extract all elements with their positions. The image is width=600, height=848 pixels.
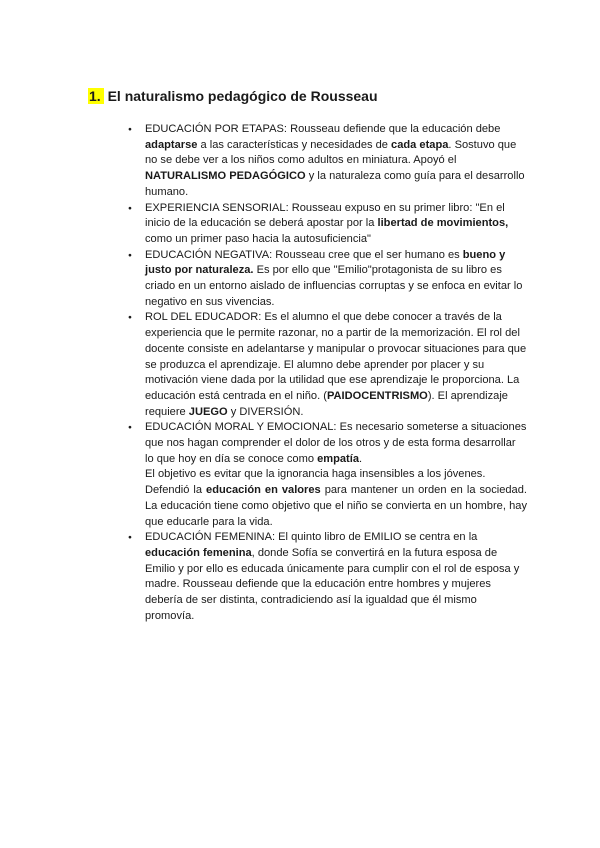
list-item-moral: ● EDUCACIÓN MORAL Y EMOCIONAL: Es necesario someterse a situaciones que nos hagan comprender el dolor de los otros y de esta forma desarrollar lo que hoy en día se conoce como empatía. El objetivo es evitar que la ignorancia haga insensibles a los jóvenes. Defendió la educación en valores para mantener un orden en la sociedad. La educación tiene como objetivo que el niño se convierta en un hombre, hay que educarle para la vida. xyxy=(145,420,527,530)
item-label: EDUCACIÓN MORAL Y EMOCIONAL: xyxy=(145,421,337,434)
list-item-etapas: ● EDUCACIÓN POR ETAPAS: Rousseau defiende que la educación debe adaptarse a las características y necesidades de cada etapa. Sostuvo que no se debe ver a los niños como adultos en miniatura. Apoyó el NATURALISMO PEDAGÓGICO y la naturaleza como guía para el desarrollo humano. xyxy=(145,122,527,201)
bold-term: libertad de movimientos, xyxy=(377,217,509,230)
list-item-educador: ● ROL DEL EDUCADOR: Es el alumno el que debe conocer a través de la experiencia que le permite razonar, no a partir de la memorización. El rol del docente consiste en adelantarse y manipular o provocar situaciones para que se produzca el aprendizaje. El alumno debe aprender por placer y su motivación viene dada por la utilidad que ese aprendizaje le proporciona. La educación está centrada en el niño. (PAIDOCENTRISMO). El aprendizaje requiere JUEGO y DIVERSIÓN. xyxy=(145,310,527,420)
item-label: EXPERIENCIA SENSORIAL: xyxy=(145,201,289,214)
bold-term: educación en valores xyxy=(206,484,321,497)
item-label: EDUCACIÓN NEGATIVA: xyxy=(145,248,273,261)
bold-term: adaptarse xyxy=(145,138,198,151)
bold-term: JUEGO xyxy=(188,405,228,418)
item-paragraph: El objetivo es evitar que la ignorancia haga insensibles a los jóvenes. xyxy=(145,468,486,481)
bullet-list xyxy=(145,122,527,625)
bold-term: NATURALISMO PEDAGÓGICO xyxy=(145,170,306,183)
list-item-sensorial: ● EXPERIENCIA SENSORIAL: Rousseau expuso en su primer libro: "En el inicio de la educación se deberá apostar por la libertad de movimientos, como un primer paso hacia la autosuficiencia" xyxy=(145,201,527,248)
bold-term: PAIDOCENTRISMO xyxy=(326,389,428,402)
bold-term: empatía xyxy=(317,452,360,465)
section-title: El naturalismo pedagógico de Rousseau xyxy=(107,88,378,104)
item-label: EDUCACIÓN FEMENINA: xyxy=(145,531,276,544)
list-item-negativa: ● EDUCACIÓN NEGATIVA: Rousseau cree que el ser humano es bueno y justo por naturaleza. Es por ello que "Emilio"protagonista de su libro es criado en un entorno aislado de influencias corruptas y se enfoca en evitar lo negativo en sus vivencias. xyxy=(145,248,527,311)
bold-term: cada etapa xyxy=(391,138,449,151)
item-paragraph: Defendió la educación en valores para mantener un orden en la sociedad. La educación tiene como objetivo que el niño se convierta en un hombre, hay que educarle para la vida. xyxy=(145,484,527,528)
item-label: EDUCACIÓN POR ETAPAS: xyxy=(145,123,287,135)
section-number: 1. xyxy=(88,88,104,104)
bold-term: educación femenina xyxy=(145,546,252,559)
item-label: ROL DEL EDUCADOR: xyxy=(145,311,262,324)
list-item-femenina: ● EDUCACIÓN FEMENINA: El quinto libro de EMILIO se centra en la educación femenina, donde Sofía se convertirá en la futura esposa de Emilio y por ello es educada únicamente para cumplir con el rol de esposa y madre. Rousseau defiende que la educación entre hombres y mujeres debería de ser distinta, contradiciendo así la igualdad que él mismo promovía. xyxy=(145,530,527,624)
bold-term: bueno y justo por naturaleza. xyxy=(145,248,506,277)
section-heading xyxy=(88,86,378,106)
